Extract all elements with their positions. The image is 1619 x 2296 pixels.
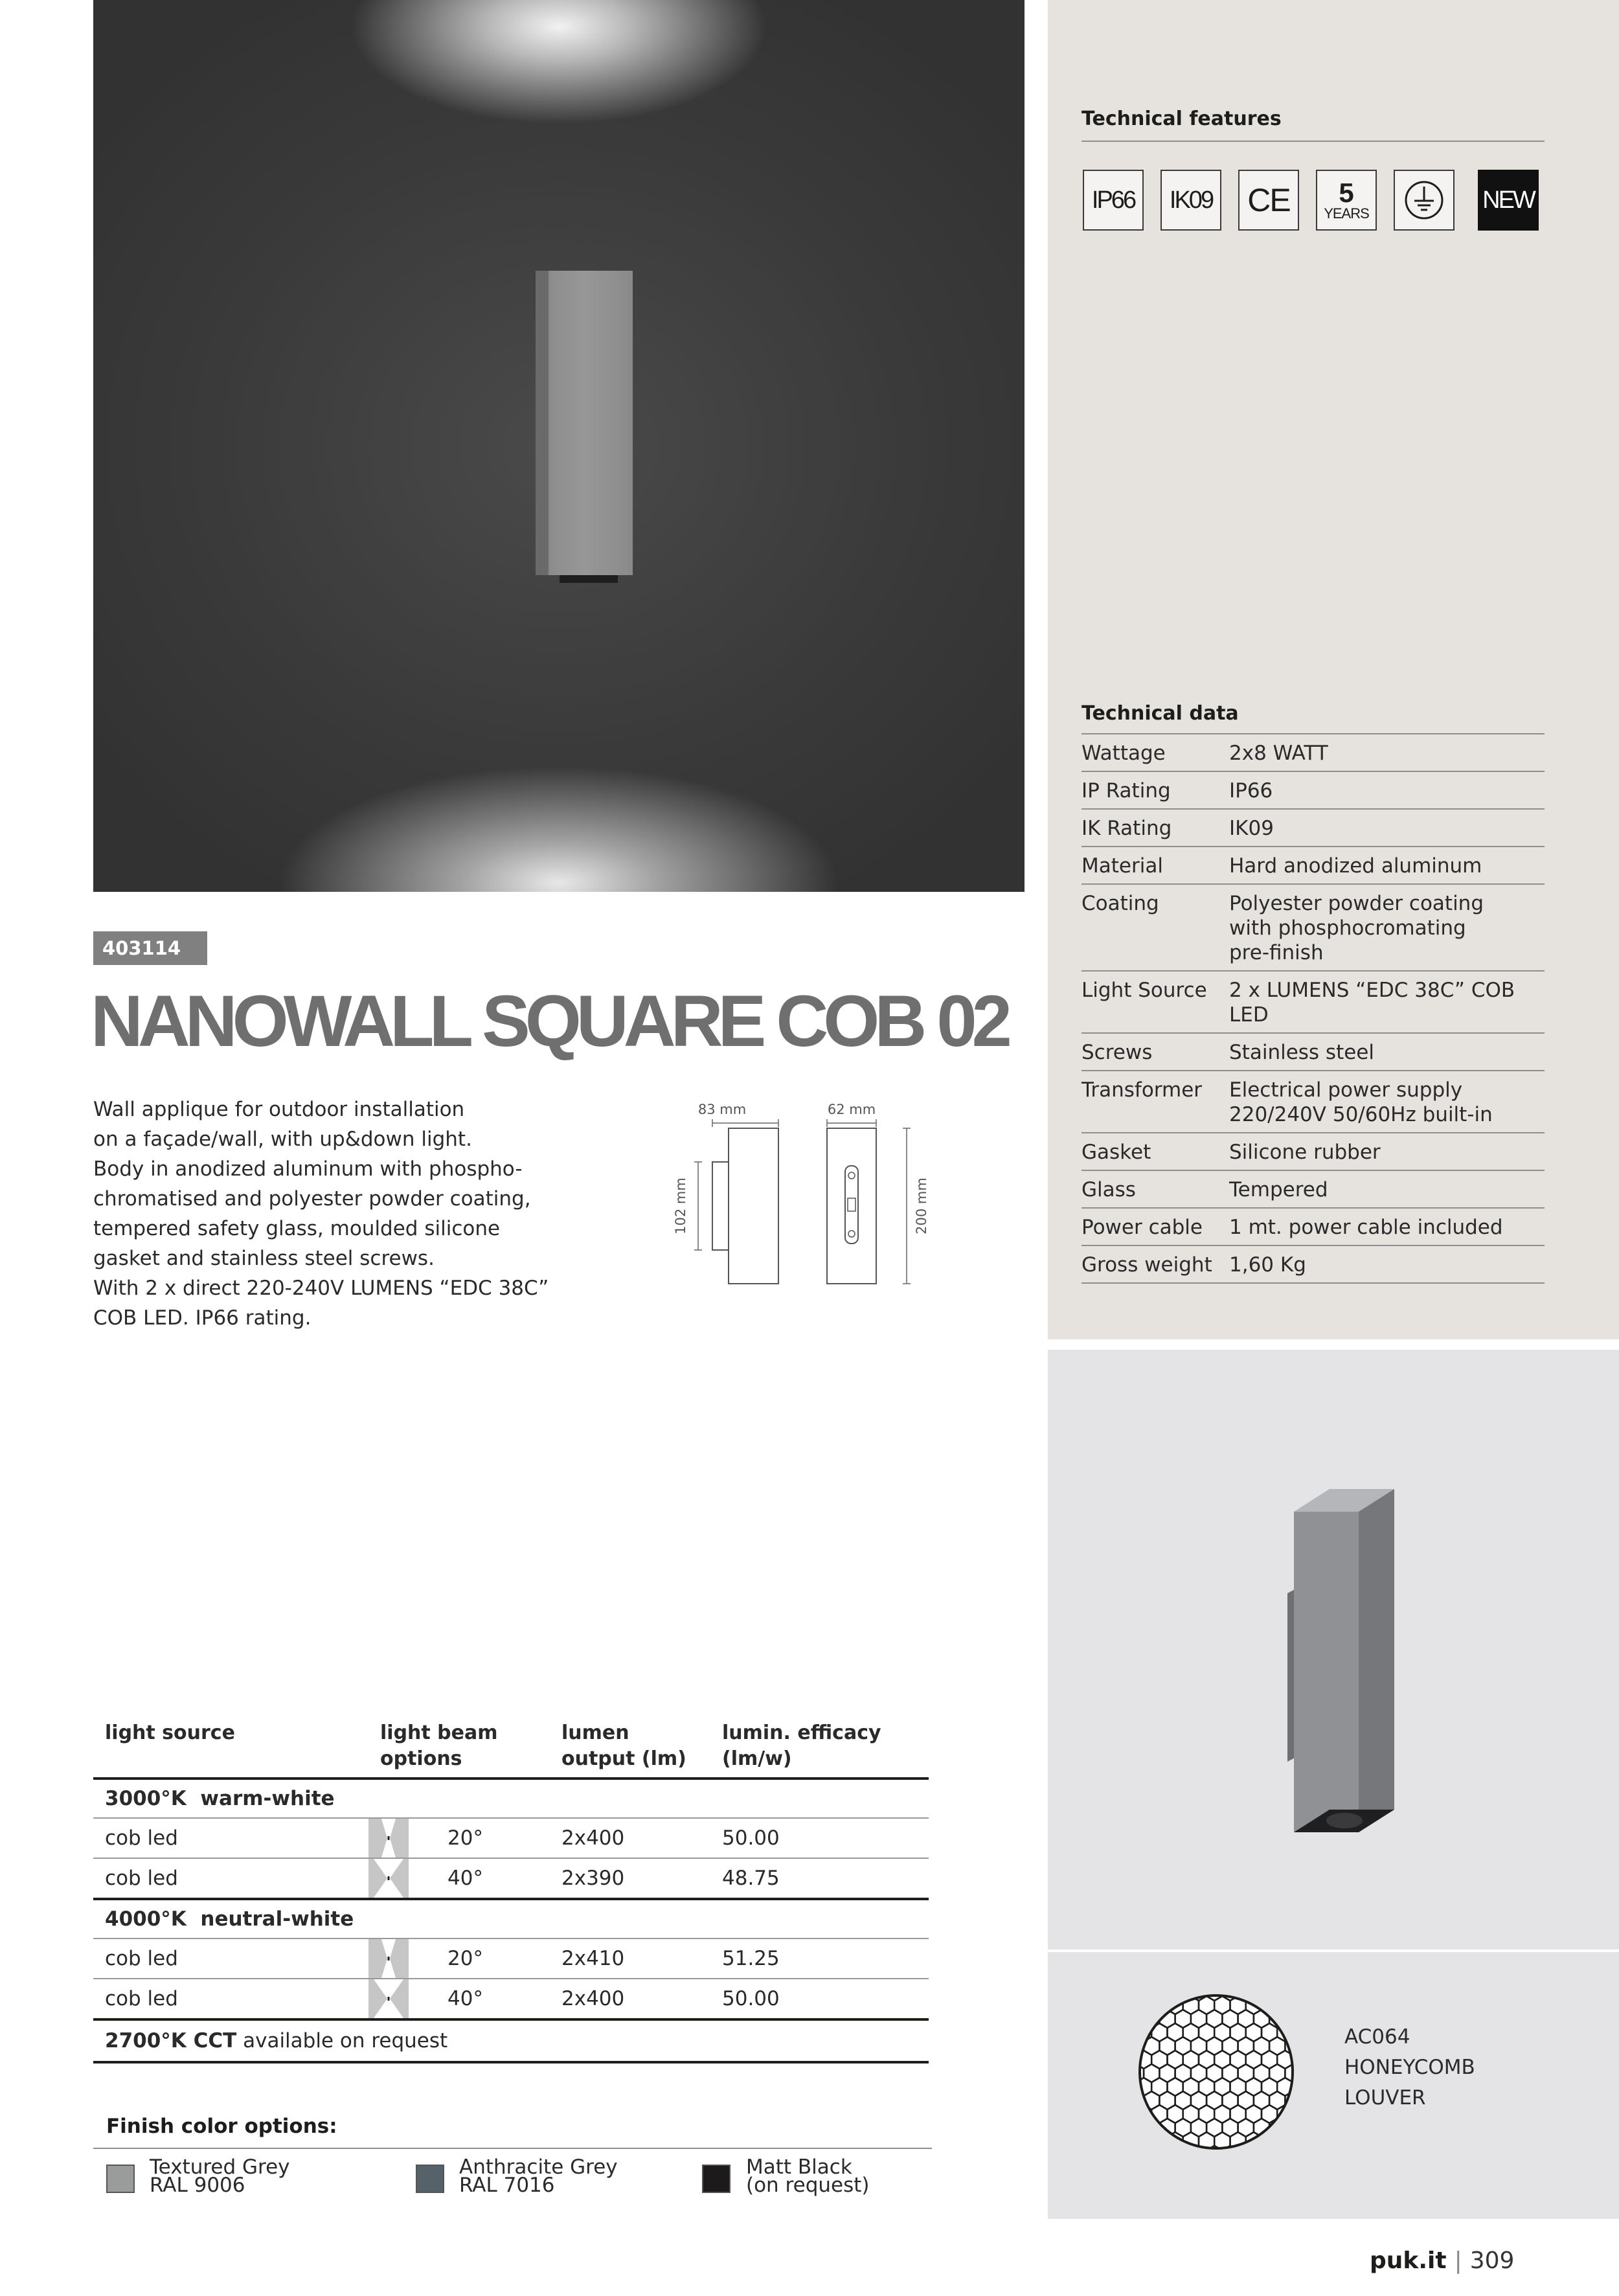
cct-note (93, 2019, 929, 2062)
spec-row (1081, 1133, 1545, 1170)
group-label: 4000°K neutral-white (93, 1899, 929, 1938)
page-footer (1370, 2247, 1514, 2274)
finish-label-matt-black (746, 2155, 870, 2197)
light-source-cell: cob led (93, 1858, 368, 1899)
col-header-lumen: lumen output (lm) (561, 1722, 686, 1770)
spec-key: Power cable (1081, 1208, 1229, 1245)
beam-cell (368, 1979, 550, 2019)
finish-divider (93, 2148, 932, 2149)
light-row (93, 1858, 929, 1899)
beam-angle-icon (368, 1939, 409, 1978)
lumen-cell: 2x390 (550, 1858, 710, 1899)
side-view-body (729, 1128, 778, 1284)
front-view-body (827, 1128, 876, 1284)
spec-key: IK Rating (1081, 809, 1229, 847)
spec-value: Polyester powder coating with phosphocromating pre-finish (1229, 884, 1545, 971)
spec-key: Wattage (1081, 734, 1229, 771)
accessory-name-line: HONEYCOMB (1344, 2056, 1475, 2079)
description-line: chromatised and polyester powder coating, (93, 1187, 531, 1211)
swatch-textured-grey (106, 2165, 135, 2193)
lumen-cell: 2x400 (550, 1818, 710, 1858)
finish-code: RAL 7016 (459, 2174, 555, 2197)
spec-value: 1,60 Kg (1229, 1245, 1545, 1283)
spec-value: 2 x LUMENS “EDC 38C” COB LED (1229, 971, 1545, 1033)
light-row (93, 1938, 929, 1979)
new-badge (1478, 170, 1539, 231)
spec-key: Screws (1081, 1033, 1229, 1071)
front-view-plate (845, 1166, 858, 1244)
spec-value: IP66 (1229, 771, 1545, 809)
hero-photo (93, 0, 1025, 892)
swatch-matt-black (702, 2165, 730, 2193)
efficacy-cell: 51.25 (710, 1938, 929, 1979)
light-source-cell: cob led (93, 1938, 368, 1979)
warranty-badge (1316, 170, 1377, 231)
description-line: on a façade/wall, with up&down light. (93, 1128, 472, 1151)
spec-value: 2x8 WATT (1229, 734, 1545, 771)
product-description (93, 1095, 611, 1333)
finish-label-anthracite-grey (459, 2155, 618, 2197)
spec-key: Material (1081, 847, 1229, 884)
technical-data-title: Technical data (1081, 702, 1239, 725)
description-line: With 2 x direct 220-240V LUMENS “EDC 38C” (93, 1277, 549, 1300)
technical-data-table (1081, 733, 1545, 1284)
fixture-photo-side (536, 271, 549, 575)
spec-key: IP Rating (1081, 771, 1229, 809)
description-line: tempered safety glass, moulded silicone (93, 1217, 501, 1240)
beam-cell (368, 1938, 550, 1979)
product-photo-panel (1048, 1350, 1619, 1949)
description-line: COB LED. IP66 rating. (93, 1306, 311, 1330)
product-code: 403114 (93, 931, 207, 965)
accessory-name-line: LOUVER (1344, 2086, 1426, 2109)
spec-key: Glass (1081, 1170, 1229, 1208)
swatch-anthracite-grey (416, 2165, 444, 2193)
accessory-code: AC064 (1344, 2025, 1410, 2049)
warranty-years-number: 5 (1339, 177, 1354, 208)
side-view-bracket (712, 1162, 729, 1250)
spec-row (1081, 734, 1545, 771)
cct-note-text: available on request (236, 2029, 448, 2052)
col-header-beam: light beam options (380, 1722, 498, 1770)
beam-angle-value: 20° (447, 1826, 483, 1850)
light-row (93, 1818, 929, 1858)
light-source-table (93, 1716, 929, 2063)
group-label: 3000°K warm-white (93, 1779, 929, 1818)
product-name: NANOWALL SQUARE COB 02 (91, 981, 1007, 1062)
cct-note-row (93, 2019, 929, 2062)
accessory-panel (1048, 1952, 1619, 2219)
earth-ground-icon (1394, 170, 1455, 231)
spec-key: Gross weight (1081, 1245, 1229, 1283)
spec-row (1081, 809, 1545, 847)
fixture-photo-body (536, 271, 633, 575)
spec-row (1081, 884, 1545, 971)
ip66-badge (1083, 170, 1144, 231)
beam-cell (368, 1818, 550, 1858)
lumen-cell: 2x400 (550, 1979, 710, 2019)
ik09-badge-label: IK09 (1169, 186, 1213, 214)
spec-value: Hard anodized aluminum (1229, 847, 1545, 884)
beam-angle-icon (368, 1979, 409, 2018)
finish-code: (on request) (746, 2174, 870, 2197)
spec-row (1081, 771, 1545, 809)
footer-separator: | (1454, 2247, 1462, 2274)
spec-row (1081, 1033, 1545, 1071)
finish-code: RAL 9006 (150, 2174, 245, 2197)
beam-angle-icon (368, 1859, 409, 1898)
page-number: 309 (1469, 2247, 1515, 2274)
efficacy-cell: 50.00 (710, 1818, 929, 1858)
col-header-efficacy: lumin. efficacy (lm/w) (722, 1722, 881, 1770)
dim-height-label: 200 mm (914, 1177, 929, 1234)
spec-row (1081, 847, 1545, 884)
dim-depth-label: 62 mm (827, 1102, 876, 1117)
ip66-badge-label: IP66 (1091, 186, 1135, 214)
finish-name: Anthracite Grey (459, 2155, 618, 2179)
description-line: Wall applique for outdoor installation (93, 1098, 465, 1121)
spec-row (1081, 1208, 1545, 1245)
spec-key: Coating (1081, 884, 1229, 971)
col-header-source: light source (105, 1722, 235, 1744)
spec-row (1081, 1170, 1545, 1208)
ik09-badge (1160, 170, 1221, 231)
dim-bracket-height-label: 102 mm (673, 1177, 688, 1234)
spec-row (1081, 1245, 1545, 1283)
spec-row (1081, 971, 1545, 1033)
warranty-years-label: YEARS (1324, 205, 1369, 222)
accessory-description (1344, 2022, 1475, 2113)
beam-angle-value: 20° (447, 1947, 483, 1970)
fixture-photo-base (560, 575, 618, 583)
ce-mark-icon (1238, 170, 1299, 231)
spec-value: IK09 (1229, 809, 1545, 847)
finish-name: Textured Grey (150, 2155, 290, 2179)
spec-value: Silicone rubber (1229, 1133, 1545, 1170)
spec-value: Electrical power supply 220/240V 50/60Hz built-in (1229, 1071, 1545, 1133)
beam-cell (368, 1858, 550, 1899)
beam-angle-value: 40° (447, 1867, 483, 1890)
finish-options-title: Finish color options: (106, 2115, 337, 2138)
spec-key: Light Source (1081, 971, 1229, 1033)
spec-key: Transformer (1081, 1071, 1229, 1133)
earth-ground-symbol (1401, 177, 1447, 223)
finish-label-textured-grey (150, 2155, 290, 2197)
dim-width-label: 83 mm (697, 1102, 747, 1117)
beam-angle-value: 40° (447, 1987, 483, 2010)
lumen-cell: 2x410 (550, 1938, 710, 1979)
spec-row (1081, 1071, 1545, 1133)
features-divider (1081, 141, 1545, 142)
light-row (93, 1979, 929, 2019)
efficacy-cell: 50.00 (710, 1979, 929, 2019)
finish-name: Matt Black (746, 2155, 852, 2179)
description-line: gasket and stainless steel screws. (93, 1247, 435, 1270)
new-badge-label: NEW (1482, 186, 1534, 214)
color-temp-group (93, 1899, 929, 1938)
ce-mark-label: CE (1247, 182, 1290, 218)
honeycomb-louver-icon (1132, 1988, 1300, 2156)
spec-value: Stainless steel (1229, 1033, 1545, 1071)
spec-value: Tempered (1229, 1170, 1545, 1208)
light-source-cell: cob led (93, 1979, 368, 2019)
beam-angle-icon (368, 1819, 409, 1858)
dimension-drawing (667, 1095, 939, 1302)
cct-note-bold: 2700°K CCT (105, 2029, 237, 2052)
website-link[interactable]: puk.it (1370, 2247, 1447, 2274)
color-temp-group (93, 1779, 929, 1818)
spec-key: Gasket (1081, 1133, 1229, 1170)
spec-value: 1 mt. power cable included (1229, 1208, 1545, 1245)
efficacy-cell: 48.75 (710, 1858, 929, 1899)
product-render (1048, 1350, 1619, 1949)
technical-features-title: Technical features (1081, 108, 1282, 130)
light-source-cell: cob led (93, 1818, 368, 1858)
description-line: Body in anodized aluminum with phospho- (93, 1157, 523, 1181)
